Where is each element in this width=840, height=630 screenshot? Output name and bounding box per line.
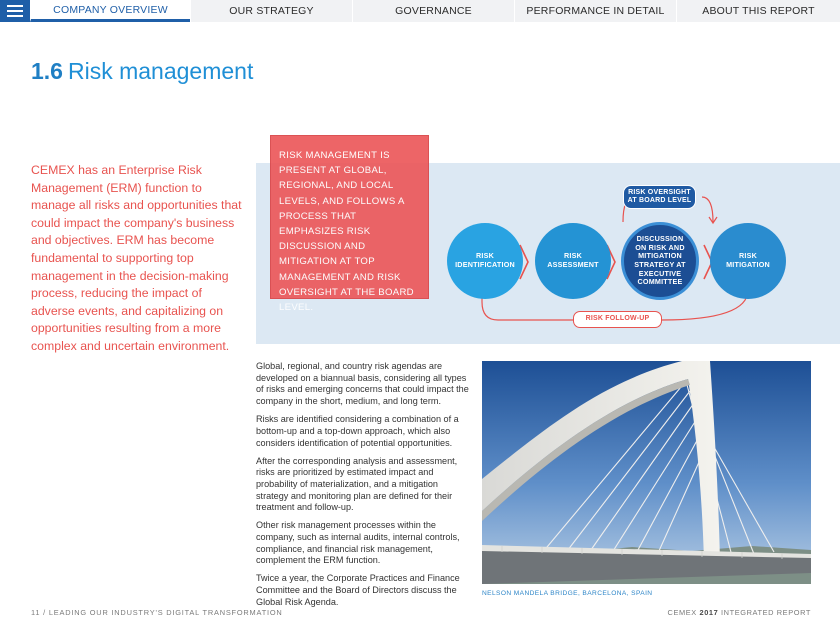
footer-section-title: LEADING OUR INDUSTRY'S DIGITAL TRANSFORMATION <box>48 608 283 617</box>
step-label: RISK <box>739 251 757 261</box>
step-label: ASSESSMENT <box>547 260 599 269</box>
pill-label: RISK OVERSIGHT <box>628 188 691 196</box>
body-paragraph: Risks are identified considering a combination of a bottom-up and a top-down approach, which also considers identification of potential opportunities. <box>256 414 459 448</box>
tab-performance-in-detail[interactable]: PERFORMANCE IN DETAIL <box>514 0 676 22</box>
step-executive-committee <box>621 222 699 300</box>
step-label: MITIGATION <box>638 251 682 261</box>
step-label: RISK <box>476 251 494 261</box>
footer-section <box>31 608 283 617</box>
footer-separator: / <box>43 608 46 617</box>
step-risk-identification <box>447 223 523 299</box>
step-risk-assessment <box>535 223 611 299</box>
board-oversight-pill <box>623 185 696 209</box>
body-text-column <box>256 361 471 615</box>
page-title <box>31 58 253 85</box>
body-paragraph: After the corresponding analysis and assessment, risks are prioritized by estimated impact and probability of materialization, and a mitigation strategy and monitoring plan are defined for their treatment and follow-up. <box>256 455 458 513</box>
footer-brand: CEMEX <box>667 608 697 617</box>
step-label: DISCUSSION <box>636 234 684 244</box>
footer-year: 2017 <box>699 608 719 617</box>
section-title: Risk management <box>67 58 254 84</box>
body-paragraph: Global, regional, and country risk agendas are developed on a biannual basis, considering all types of risks and emerging concerns that could impact the company in the short, medium, and long term. <box>256 361 469 407</box>
bridge-illustration <box>482 361 811 584</box>
step-label: COMMITTEE <box>637 277 683 287</box>
tab-about-this-report[interactable]: ABOUT THIS REPORT <box>676 0 840 22</box>
step-label: STRATEGY AT <box>634 260 686 269</box>
footer-report: INTEGRATED REPORT <box>721 608 811 617</box>
step-label: MITIGATION <box>726 260 770 269</box>
callout-box: RISK MANAGEMENT IS PRESENT AT GLOBAL, REGIONAL, AND LOCAL LEVELS, AND FOLLOWS A PROCESS THAT EMPHASIZES RISK DISCUSSION AND MITIGATION AT TOP MANAGEMENT AND RISK OVERSIGHT AT THE BOARD LEVEL. <box>270 135 429 299</box>
tab-company-overview[interactable]: COMPANY OVERVIEW <box>30 0 190 22</box>
hamburger-menu-icon[interactable] <box>0 0 30 22</box>
section-number: 1.6 <box>31 58 63 84</box>
tab-governance[interactable]: GOVERNANCE <box>352 0 514 22</box>
step-label: IDENTIFICATION <box>455 260 515 269</box>
risk-follow-up-pill: RISK FOLLOW-UP <box>573 311 662 328</box>
bridge-photo <box>482 361 811 584</box>
photo-caption: NELSON MANDELA BRIDGE, BARCELONA, SPAIN <box>482 590 653 597</box>
step-label: ON RISK AND <box>635 242 685 252</box>
intro-paragraph: CEMEX has an Enterprise Risk Management (ERM) function to manage all risks and opportunities that could impact the company's business and objectives. ERM has become fundamental to supporting top management in the decision-making process, reducing the impact of adverse events, and capitalizing on opportunities resulting from a more complex and uncertain environment. <box>31 163 242 353</box>
body-paragraph: Twice a year, the Corporate Practices and Finance Committee and the Board of Directors discuss the Global Risk Agenda. <box>256 573 460 607</box>
step-label: EXECUTIVE <box>638 268 682 278</box>
body-paragraph: Other risk management processes within the company, such as internal audits, internal controls, compliance, and financial risk management, complement the ERM function. <box>256 520 460 566</box>
tab-our-strategy[interactable]: OUR STRATEGY <box>190 0 352 22</box>
step-risk-mitigation <box>710 223 786 299</box>
step-label: RISK <box>564 251 582 261</box>
footer-report-name <box>640 608 811 617</box>
pill-label: AT BOARD LEVEL <box>627 197 692 204</box>
top-navigation <box>0 0 840 22</box>
page-number: 11 <box>31 608 41 617</box>
